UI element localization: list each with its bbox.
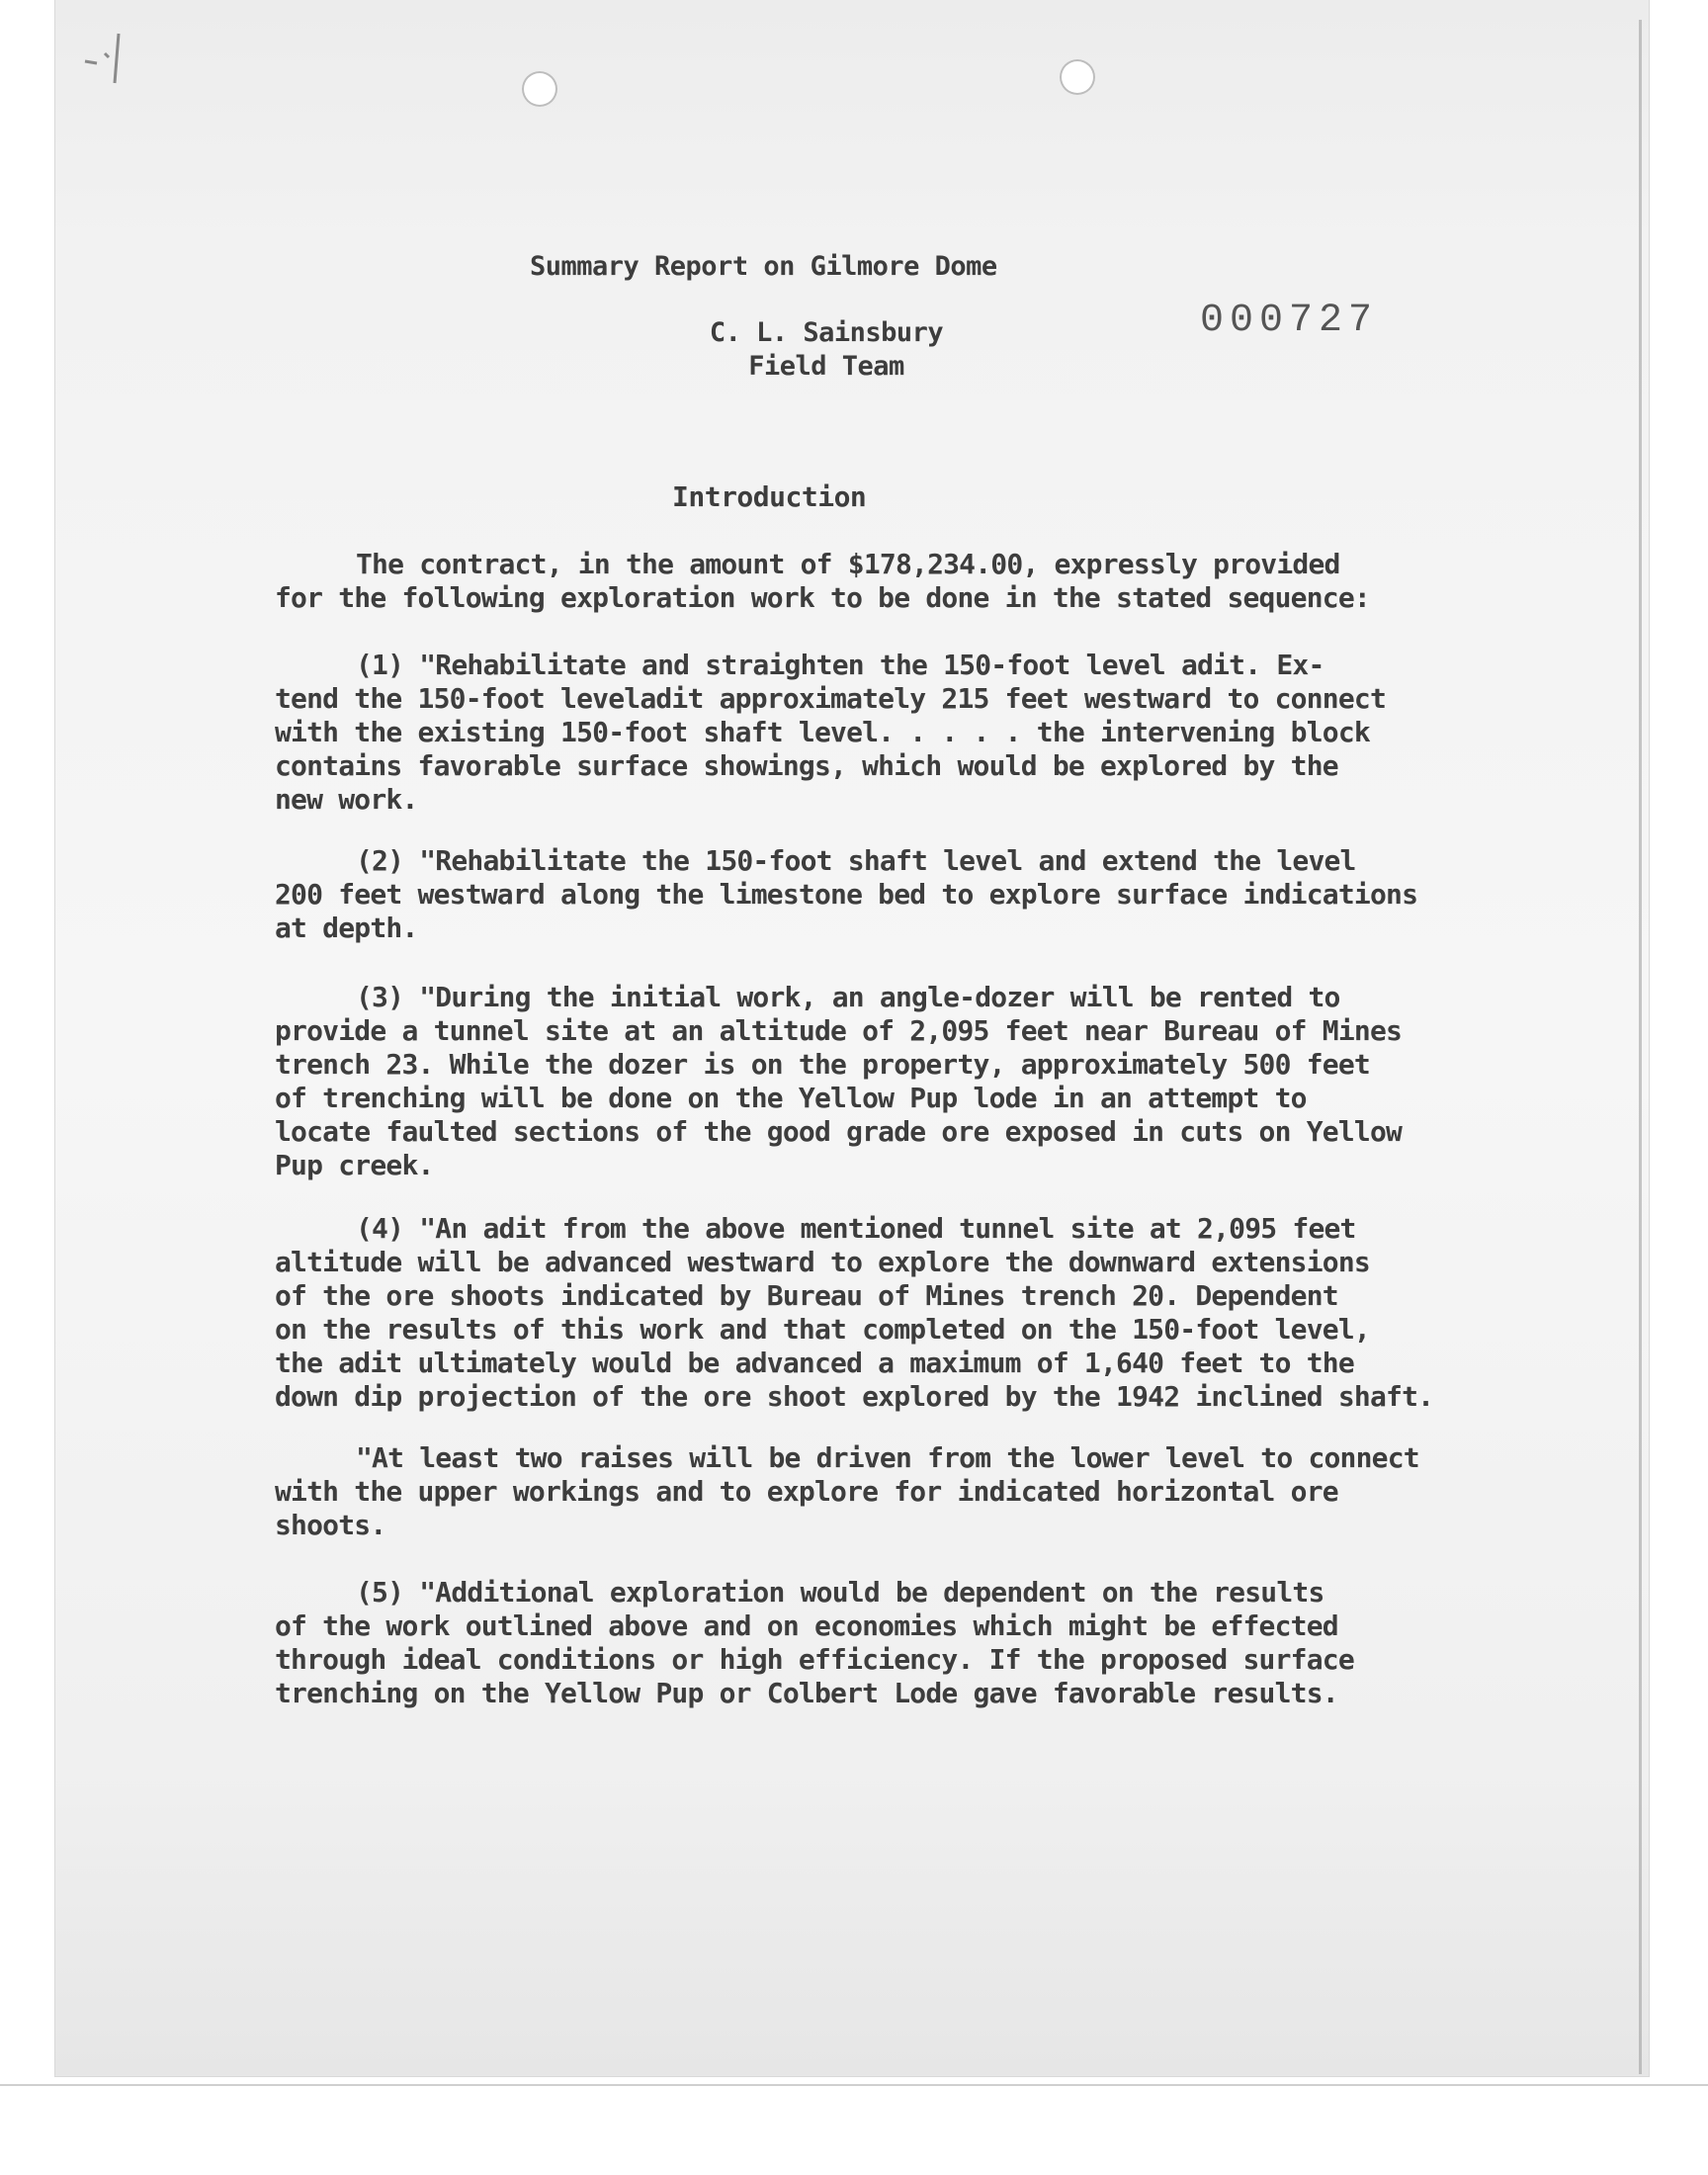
document-number-stamp: 000727 — [1200, 299, 1379, 343]
author-name: C. L. Sainsbury — [709, 317, 944, 348]
intro-paragraph: The contract, in the amount of $178,234.00, expressly provided for the following exploration work to be done in the stated sequence: — [275, 548, 1370, 614]
item-paragraph: (3) "During the initial work, an angle-dozer will be rented to provide a tunnel site at an altitude of 2,095 feet near Bureau of Mines trench 23. While the dozer is on the property, approximately 500 feet of trenching will be done on the Yellow Pup lode in an attempt to locate faulted sections of the good grade ore exposed in cuts on Yellow Pup creek. — [275, 981, 1403, 1181]
report-title: Summary Report on Gilmore Dome — [530, 251, 997, 282]
team-name: Field Team — [748, 351, 904, 382]
scan-bottom-line — [0, 2084, 1708, 2086]
item-paragraph: (5) "Additional exploration would be dependent on the results of the work outlined above and on economies which might be effected through ideal conditions or high efficiency. If the proposed surface trenching on the Yellow Pup or Colbert Lode gave favorable results. — [275, 1576, 1354, 1709]
document-body — [55, 0, 1649, 2076]
section-heading: Introduction — [672, 480, 867, 513]
item-paragraph: "At least two raises will be driven from the lower level to connect with the upper workings and to explore for indicated horizontal ore shoots. — [275, 1441, 1419, 1541]
document-page — [55, 0, 1649, 2076]
item-paragraph: (2) "Rehabilitate the 150-foot shaft level and extend the level 200 feet westward along the limestone bed to explore surface indications at depth. — [275, 844, 1418, 944]
item-paragraph: (4) "An adit from the above mentioned tunnel site at 2,095 feet altitude will be advanced westward to explore the downward extensions of the ore shoots indicated by Bureau of Mines trench 20. Dependent on the results of this work and that completed on the 150-foot level, the adit ultimately would be advanced a maximum of 1,640 feet to the down dip projection of the ore shoot explored by the 1942 inclined shaft. — [275, 1212, 1434, 1413]
item-paragraph: (1) "Rehabilitate and straighten the 150-foot level adit. Ex- tend the 150-foot leveladit approximately 215 feet westward to connect with the existing 150-foot shaft level. . . . . the intervening block contains favorable surface showings, which would be explored by the new work. — [275, 649, 1387, 816]
author-block — [609, 316, 1044, 384]
